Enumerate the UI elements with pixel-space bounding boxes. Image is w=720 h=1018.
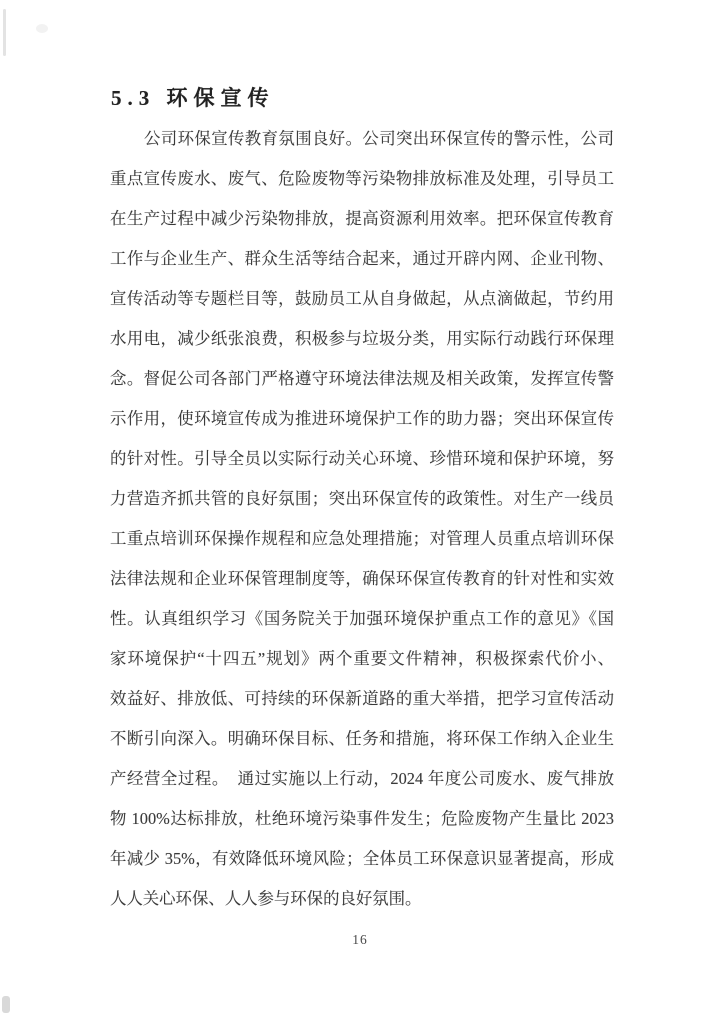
- text-line: 在生产过程中减少污染物排放，提高资源利用效率。把环保宣传教育: [110, 209, 614, 228]
- text-line: 示作用，使环境宣传成为推进环境保护工作的助力器；突出环保宣传: [110, 409, 614, 428]
- text-line: 力营造齐抓共管的良好氛围；突出环保宣传的政策性。对生产一线员: [110, 489, 614, 508]
- scan-artifact-smudge: [36, 24, 48, 33]
- scan-artifact-bottom-left: [2, 996, 10, 1013]
- text-line: 物 100%达标排放，杜绝环境污染事件发生；危险废物产生量比 2023: [110, 809, 614, 828]
- text-line: 家环境保护“十四五”规划》两个重要文件精神，积极探索代价小、: [110, 649, 614, 668]
- text-line: 性。认真组织学习《国务院关于加强环境保护重点工作的意见》《国: [110, 609, 614, 628]
- page-number: 16: [352, 932, 368, 947]
- text-line: 产经营全过程。 通过实施以上行动，2024 年度公司废水、废气排放: [110, 769, 614, 788]
- text-line: 工作与企业生产、群众生活等结合起来，通过开辟内网、企业刊物、: [110, 249, 614, 268]
- text-line: 不断引向深入。明确环保目标、任务和措施，将环保工作纳入企业生: [110, 729, 614, 748]
- text-line: 重点宣传废水、废气、危险废物等污染物排放标准及处理，引导员工: [110, 169, 614, 188]
- section-heading: 5.3 环保宣传: [111, 86, 275, 110]
- paragraph: [110, 119, 614, 919]
- text-line: 年减少 35%，有效降低环境风险；全体员工环保意识显著提高，形成: [110, 849, 614, 868]
- text-line: 的针对性。引导全员以实际行动关心环境、珍惜环境和保护环境，努: [110, 449, 614, 468]
- scan-artifact-top-left: [3, 9, 6, 56]
- text-line: 工重点培训环保操作规程和应急处理措施；对管理人员重点培训环保: [110, 529, 614, 548]
- text-line: 宣传活动等专题栏目等，鼓励员工从自身做起，从点滴做起，节约用: [110, 289, 614, 308]
- text-line: 人人关心环保、人人参与环保的良好氛围。: [110, 889, 422, 908]
- text-line: 公司环保宣传教育氛围良好。公司突出环保宣传的警示性，公司: [144, 129, 614, 148]
- text-line: 念。督促公司各部门严格遵守环境法律法规及相关政策，发挥宣传警: [110, 369, 614, 388]
- text-line: 法律法规和企业环保管理制度等，确保环保宣传教育的针对性和实效: [110, 569, 614, 588]
- text-line: 水用电，减少纸张浪费，积极参与垃圾分类，用实际行动践行环保理: [110, 329, 614, 348]
- text-line: 效益好、排放低、可持续的环保新道路的重大举措，把学习宣传活动: [110, 689, 614, 708]
